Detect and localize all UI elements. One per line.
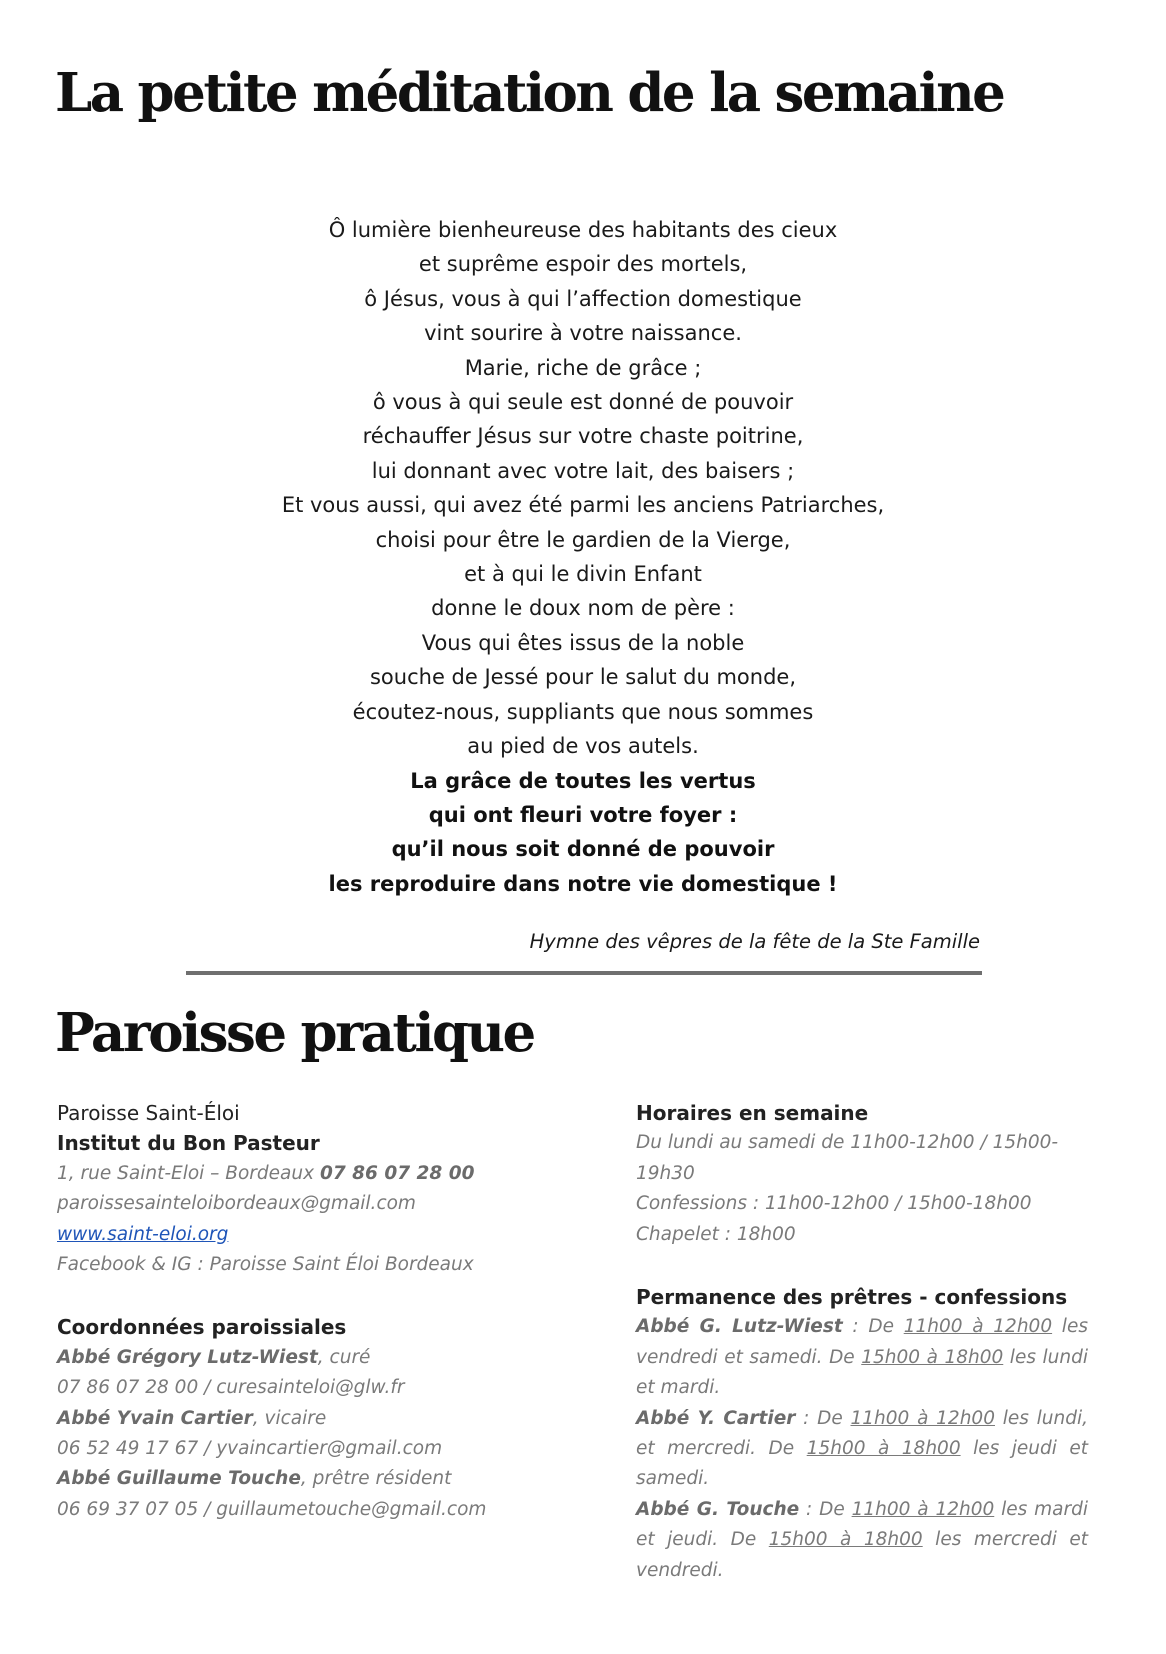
- entry-time: 11h00 à 12h00: [850, 1407, 995, 1429]
- horaires-line: 19h30: [636, 1162, 695, 1184]
- priest-3: [57, 1464, 557, 1494]
- poem-line: et à qui le divin Enfant: [464, 562, 702, 587]
- permanence-entry: [636, 1495, 1088, 1586]
- poem-line: donne le doux nom de père :: [431, 596, 735, 621]
- chapelet-hours: Chapelet : 18h00: [636, 1223, 796, 1245]
- entry-time: 11h00 à 12h00: [903, 1316, 1053, 1338]
- meditation-title: La petite méditation de la semaine: [55, 62, 1004, 124]
- entry-priest: Abbé Y. Cartier: [636, 1407, 796, 1429]
- entry-text: les mardi et jeudi. De: [636, 1498, 1088, 1551]
- poem-line: vint sourire à votre naissance.: [424, 321, 742, 346]
- poem-line: souche de Jessé pour le salut du monde,: [369, 665, 796, 690]
- priest-1-role: , curé: [317, 1346, 371, 1368]
- section-divider: [186, 971, 982, 975]
- priest-1: [57, 1343, 557, 1373]
- permanence-entry: [636, 1404, 1088, 1495]
- priest-2: [57, 1404, 557, 1434]
- permanence-entry: [636, 1312, 1088, 1403]
- priest-2-name: Abbé Yvain Cartier: [57, 1407, 253, 1429]
- poem-line: Et vous aussi, qui avez été parmi les anciens Patriarches,: [281, 493, 885, 518]
- horaires-heading: Horaires en semaine: [636, 1101, 869, 1125]
- poem-bold-line: qu’il nous soit donné de pouvoir: [391, 837, 775, 862]
- poem-line: et suprême espoir des mortels,: [418, 252, 748, 277]
- address-line: [57, 1159, 557, 1189]
- coordonnees-heading: Coordonnées paroissiales: [57, 1315, 347, 1340]
- poem-line: lui donnant avec votre lait, des baisers ;: [371, 458, 795, 483]
- poem-line: Vous qui êtes issus de la noble: [421, 630, 745, 655]
- poem-line: écoutez-nous, suppliants que nous sommes: [352, 699, 814, 724]
- entry-text: les jeudi et samedi.: [636, 1438, 1088, 1490]
- contact-column: [57, 1098, 557, 1525]
- social-media: Facebook & IG : Paroisse Saint Éloi Bordeaux: [57, 1254, 474, 1276]
- poem-line: ô Jésus, vous à qui l’affection domestique: [364, 286, 802, 311]
- poem-bold-line: qui ont fleuri votre foyer :: [428, 802, 738, 827]
- priest-1-name: Abbé Grégory Lutz-Wiest: [57, 1346, 318, 1368]
- poem-bold-line: les reproduire dans notre vie domestique !: [328, 871, 838, 896]
- entry-text: les lundi et mardi.: [636, 1346, 1088, 1399]
- website-link[interactable]: www.saint-eloi.org: [57, 1223, 229, 1245]
- entry-time: 11h00 à 12h00: [851, 1498, 995, 1520]
- entry-time: 15h00 à 18h00: [768, 1529, 923, 1551]
- priest-1-contact: 07 86 07 28 00 / curesainteloi@glw.fr: [57, 1377, 405, 1399]
- poem-line: au pied de vos autels.: [467, 734, 699, 759]
- entry-text: les lundi, et mercredi. De: [636, 1407, 1089, 1460]
- poem-line: ô vous à qui seule est donné de pouvoir: [372, 390, 794, 415]
- parish-phone: 07 86 07 28 00: [319, 1162, 475, 1184]
- meditation-poem: [170, 213, 996, 901]
- poem-line: Ô lumière bienheureuse des habitants des cieux: [328, 218, 838, 242]
- institute-name: Institut du Bon Pasteur: [57, 1131, 320, 1156]
- poem-line: Marie, riche de grâce ;: [464, 355, 702, 380]
- poem-line: réchauffer Jésus sur votre chaste poitrine,: [362, 424, 804, 449]
- entry-text: les vendredi et samedi. De: [636, 1316, 1088, 1368]
- priest-2-role: , vicaire: [252, 1407, 327, 1429]
- confessions-hours: Confessions : 11h00-12h00 / 15h00-18h00: [636, 1193, 1032, 1215]
- priest-3-contact: 06 69 37 07 05 / guillaumetouche@gmail.com: [57, 1498, 487, 1520]
- entry-time: 15h00 à 18h00: [861, 1346, 1004, 1368]
- parish-email: paroissesainteloibordeaux@gmail.com: [57, 1193, 416, 1215]
- poem-attribution: Hymne des vêpres de la fête de la Ste Famille: [529, 930, 980, 953]
- schedule-column: [636, 1098, 1088, 1586]
- entry-text: : De: [842, 1316, 904, 1338]
- entry-text: les mercredi et vendredi.: [636, 1529, 1088, 1581]
- priest-2-contact: 06 52 49 17 67 / yvaincartier@gmail.com: [57, 1438, 443, 1460]
- entry-priest: Abbé G. Touche: [636, 1498, 800, 1520]
- poem-bold-line: La grâce de toutes les vertus: [410, 768, 756, 793]
- entry-text: : De: [795, 1407, 851, 1429]
- address: 1, rue Saint-Eloi – Bordeaux: [57, 1162, 315, 1184]
- priest-3-name: Abbé Guillaume Touche: [57, 1468, 301, 1490]
- permanence-heading: Permanence des prêtres - confessions: [636, 1285, 1068, 1310]
- priest-3-role: , prêtre résident: [300, 1468, 452, 1490]
- poem-line: choisi pour être le gardien de la Vierge,: [375, 527, 791, 552]
- parish-name: Paroisse Saint-Éloi: [57, 1101, 240, 1125]
- entry-time: 15h00 à 18h00: [806, 1438, 961, 1460]
- paroisse-title: Paroisse pratique: [55, 1002, 534, 1064]
- entry-text: : De: [799, 1498, 852, 1520]
- horaires-line: Du lundi au samedi de 11h00-12h00 / 15h00-: [636, 1132, 1059, 1154]
- entry-priest: Abbé G. Lutz-Wiest: [636, 1316, 843, 1338]
